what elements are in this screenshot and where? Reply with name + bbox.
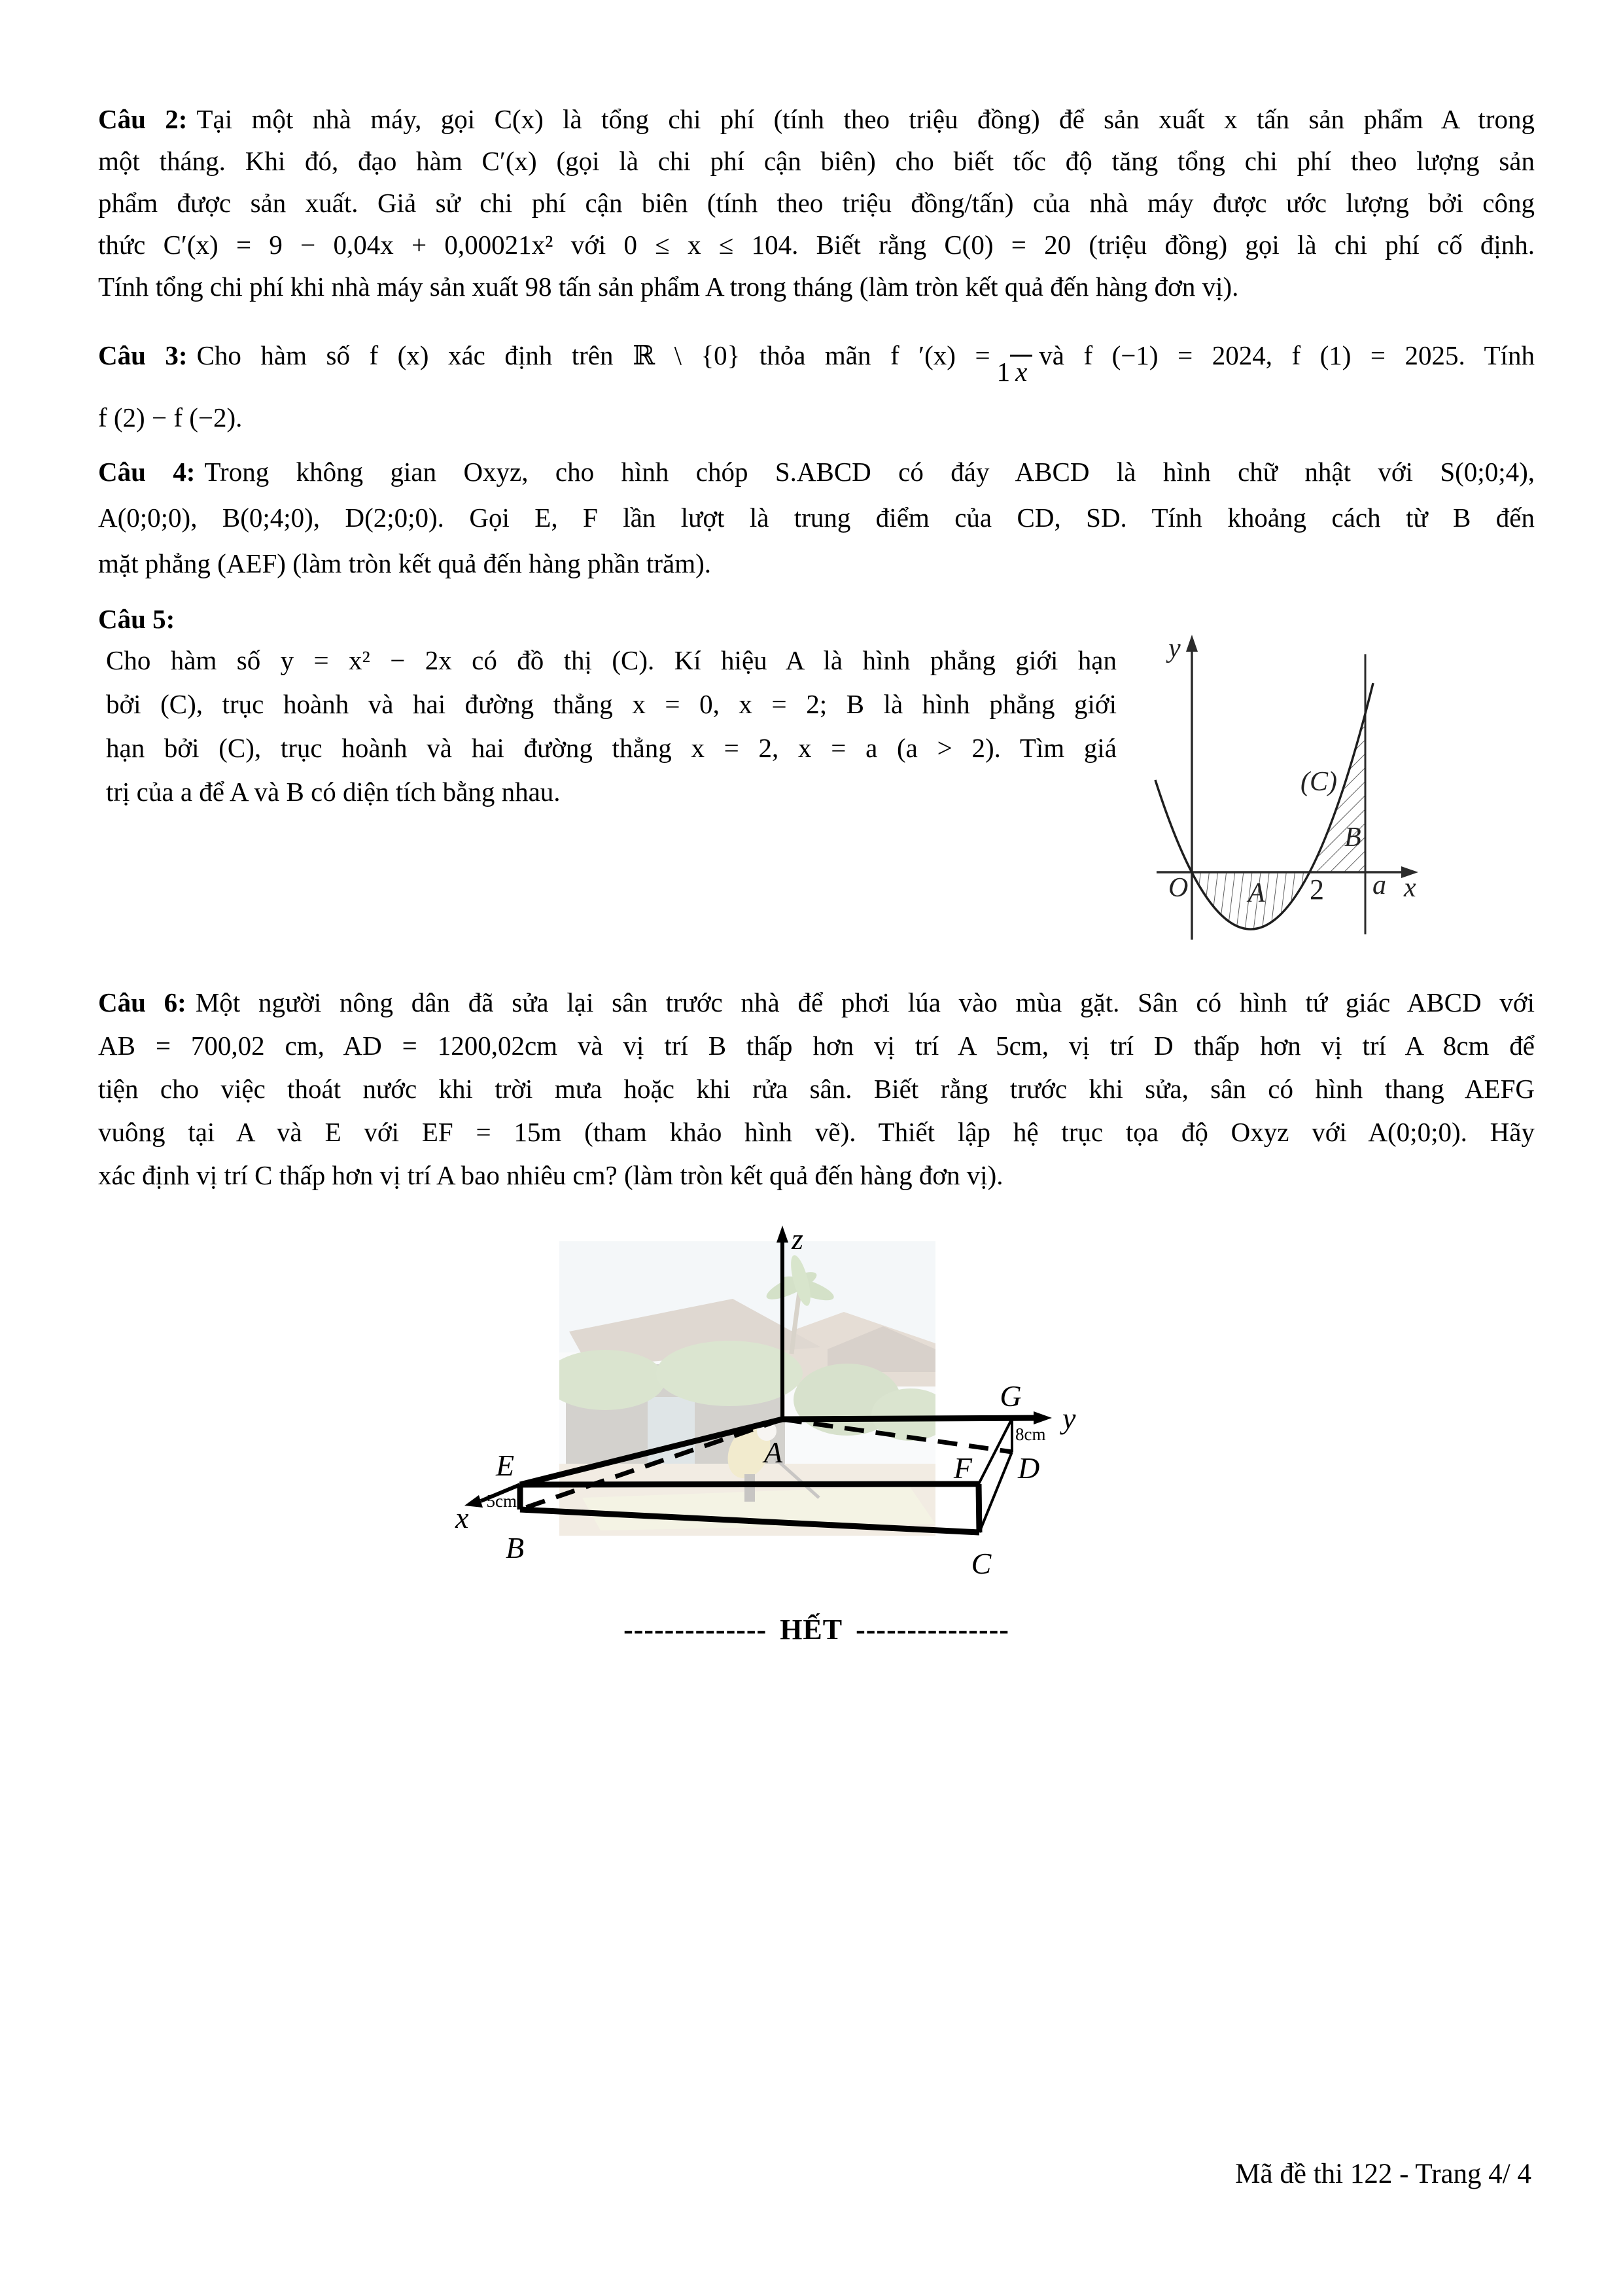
question-3-line <box>98 317 1535 394</box>
yard-3d-figure <box>451 1215 1086 1608</box>
graph-origin-label: O <box>1168 873 1189 903</box>
question-2-text: Tại một nhà máy, gọi C(x) là tổng chi phí (tính theo triệu đồng) để sản xuất x tấn sản phẩm A trong <box>196 104 1535 134</box>
question-6-line: vuông tại A và E với EF = 15m (tham khảo hình vẽ). Thiết lập hệ trục tọa độ Oxyz với A(0;0;0). Hãy <box>98 1117 1535 1147</box>
figure-point-A: A <box>763 1436 783 1469</box>
question-4-line: mặt phẳng (AEF) (làm tròn kết quả đến hàng phần trăm). <box>98 548 712 578</box>
page-footer: Mã đề thi 122 - Trang 4/ 4 <box>1235 2159 1531 2189</box>
question-2-line: một tháng. Khi đó, đạo hàm C′(x) (gọi là chi phí cận biên) cho biết tốc độ tăng tổng chi phí theo lượng sản <box>98 146 1535 176</box>
question-4-label: Câu 4: <box>98 457 196 487</box>
figure-point-F: F <box>953 1451 972 1485</box>
question-3-text-pre: Cho hàm số f (x) xác định trên ℝ \ {0} thỏa mãn f ′(x) = <box>196 340 990 370</box>
figure-point-D: D <box>1018 1451 1040 1485</box>
question-2-label: Câu 2: <box>98 104 188 134</box>
end-divider-label: HẾT <box>780 1614 843 1646</box>
question-6-line: xác định vị trí C thấp hơn vị trí A bao nhiêu cm? (làm tròn kết quả đến hàng đơn vị). <box>98 1160 1003 1190</box>
y-axis <box>782 1418 1038 1419</box>
yard-3d-figure-svg <box>451 1215 1086 1608</box>
courtyard-photo <box>545 1241 950 1536</box>
region-b-label: B <box>1344 822 1361 853</box>
fraction-denominator: x <box>1010 355 1032 387</box>
edge-C-D <box>979 1452 1012 1532</box>
tick-2-label: 2 <box>1310 874 1324 906</box>
figure-point-C: C <box>971 1547 992 1580</box>
figure-dim-8cm: 8cm <box>1015 1424 1046 1444</box>
question-3-text-post: và f (−1) = 2024, f (1) = 2025. Tính <box>1039 340 1535 370</box>
question-5-line: bởi (C), trục hoành và hai đường thẳng x = 0, x = 2; B là hình phẳng giới <box>106 689 1117 719</box>
end-divider <box>98 1613 1535 1646</box>
graph-y-label: y <box>1168 633 1181 663</box>
question-5-text <box>106 639 1117 814</box>
parabola-graph <box>1145 627 1482 941</box>
exam-content <box>98 98 1535 1646</box>
figure-y-label: y <box>1062 1402 1076 1435</box>
question-6 <box>98 981 1535 1197</box>
question-2 <box>98 98 1535 308</box>
figure-point-E: E <box>495 1449 515 1482</box>
question-4-line <box>98 449 1535 495</box>
question-2-line <box>98 98 1535 140</box>
tick-a-label: a <box>1372 870 1386 900</box>
figure-point-B: B <box>505 1531 525 1564</box>
question-2-line: Tính tổng chi phí khi nhà máy sản xuất 98 tấn sản phẩm A trong tháng (làm tròn kết quả đến hàng đơn vị). <box>98 272 1239 302</box>
question-6-line <box>98 981 1535 1024</box>
y-axis-arrow-icon <box>1034 1411 1052 1424</box>
question-5 <box>98 599 1535 963</box>
question-3 <box>98 317 1535 441</box>
question-4-line: A(0;0;0), B(0;4;0), D(2;0;0). Gọi E, F lần lượt là trung điểm của CD, SD. Tính khoảng cách từ B đến <box>98 503 1535 533</box>
question-6-line: tiện cho việc thoát nước khi trời mưa hoặc khi rửa sân. Biết rằng trước khi sửa, sân có hình thang AEFG <box>98 1074 1535 1104</box>
question-5-line: Cho hàm số y = x² − 2x có đồ thị (C). Kí hiệu A là hình phẳng giới hạn <box>106 645 1117 675</box>
curve-label: (C) <box>1300 767 1337 797</box>
question-6-text: Một người nông dân đã sửa lại sân trước nhà để phơi lúa vào mùa gặt. Sân có hình tứ giác ABCD với <box>195 987 1535 1017</box>
graph-x-label: x <box>1404 873 1416 903</box>
question-5-line: hạn bởi (C), trục hoành và hai đường thẳng x = 2, x = a (a > 2). Tìm giá <box>106 733 1117 763</box>
question-5-line: trị của a để A và B có diện tích bằng nhau. <box>106 777 561 807</box>
figure-point-G: G <box>1000 1379 1022 1413</box>
figure-x-label: x <box>455 1501 469 1534</box>
fraction-numerator: 1 <box>996 357 1011 387</box>
question-4 <box>98 449 1535 586</box>
z-axis-arrow-icon <box>777 1226 788 1243</box>
question-3-line: f (2) − f (−2). <box>98 402 243 433</box>
question-6-line: AB = 700,02 cm, AD = 1200,02cm và vị trí B thấp hơn vị trí A 5cm, vị trí D thấp hơn vị trí A 8cm để <box>98 1031 1535 1061</box>
question-4-text: Trong không gian Oxyz, cho hình chóp S.ABCD có đáy ABCD là hình chữ nhật với S(0;0;4), <box>204 457 1535 487</box>
question-6-label: Câu 6: <box>98 987 186 1017</box>
question-3-label: Câu 3: <box>98 340 188 370</box>
fraction-1-over-x <box>997 359 1033 386</box>
end-divider-dashes-right: --------------- <box>856 1614 1009 1646</box>
question-5-label: Câu 5: <box>98 604 175 634</box>
y-axis-arrow-icon <box>1186 635 1198 652</box>
end-divider-dashes-left: -------------- <box>623 1614 767 1646</box>
question-2-line: phẩm được sản xuất. Giả sử chi phí cận biên (tính theo triệu đồng/tấn) của nhà máy được ước lượng bởi công <box>98 188 1535 218</box>
parabola-graph-svg <box>1145 627 1482 941</box>
figure-z-label: z <box>792 1222 803 1256</box>
region-a-label: A <box>1248 878 1265 908</box>
question-2-line: thức C′(x) = 9 − 0,04x + 0,00021x² với 0 ≤ x ≤ 104. Biết rằng C(0) = 20 (triệu đồng) gọi là chi phí cố định. <box>98 230 1535 260</box>
figure-dim-5cm: 5cm <box>486 1491 517 1511</box>
